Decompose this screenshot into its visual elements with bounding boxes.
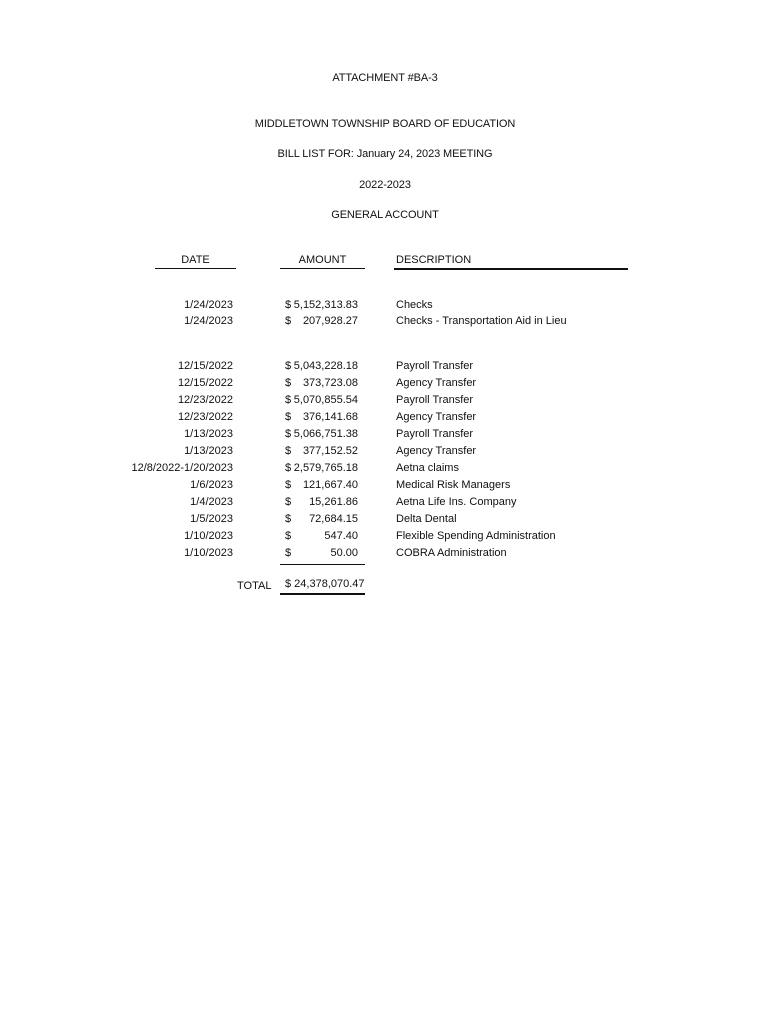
row-description: Agency Transfer (396, 377, 477, 389)
row-amount: 207,928.27 (302, 315, 358, 327)
row-dollar-sign: $ (285, 360, 292, 372)
row-dollar-sign: $ (285, 530, 292, 542)
row-description: Medical Risk Managers (396, 479, 511, 491)
row-amount: 2,579,765.18 (293, 462, 358, 474)
table-row (0, 360, 770, 376)
table-row (0, 445, 770, 461)
account-name: GENERAL ACCOUNT (331, 209, 439, 221)
column-header-amount: AMOUNT (298, 254, 347, 266)
row-date: 1/24/2023 (184, 315, 233, 327)
row-amount: 547.40 (324, 530, 358, 542)
row-description: Aetna Life Ins. Company (396, 496, 517, 508)
table-row (0, 547, 770, 563)
table-row (0, 496, 770, 512)
row-amount: 50.00 (330, 547, 358, 559)
row-amount: 5,066,751.38 (293, 428, 358, 440)
column-header-description: DESCRIPTION (396, 254, 472, 266)
column-header-date: DATE (181, 254, 210, 266)
table-row (0, 462, 770, 478)
table-row (0, 377, 770, 393)
row-dollar-sign: $ (285, 315, 292, 327)
row-description: Flexible Spending Administration (396, 530, 556, 542)
row-date: 1/5/2023 (190, 513, 233, 525)
table-row (0, 513, 770, 529)
table-row (0, 428, 770, 444)
row-description: Checks (396, 299, 433, 311)
row-amount: 376,141.68 (302, 411, 358, 423)
row-dollar-sign: $ (285, 462, 292, 474)
row-description: Aetna claims (396, 462, 459, 474)
row-description: Delta Dental (396, 513, 457, 525)
row-date: 1/10/2023 (184, 530, 233, 542)
row-description: Checks - Transportation Aid in Lieu (396, 315, 567, 327)
row-date: 1/13/2023 (184, 445, 233, 457)
row-amount: 5,152,313.83 (293, 299, 358, 311)
row-date: 12/23/2022 (177, 394, 233, 406)
bill-list-title: BILL LIST FOR: January 24, 2023 MEETING (277, 148, 493, 160)
row-dollar-sign: $ (285, 513, 292, 525)
row-date: 1/10/2023 (184, 547, 233, 559)
row-amount: 5,070,855.54 (293, 394, 358, 406)
row-date: 12/8/2022-1/20/2023 (131, 462, 233, 474)
row-dollar-sign: $ (285, 445, 292, 457)
row-amount: 377,152.52 (302, 445, 358, 457)
row-description: Payroll Transfer (396, 428, 474, 440)
description-header-underline (394, 268, 628, 270)
row-description: Agency Transfer (396, 411, 477, 423)
row-amount: 72,684.15 (309, 513, 358, 525)
table-row (0, 479, 770, 495)
total-value: $ 24,378,070.47 (285, 578, 365, 590)
row-date: 12/23/2022 (177, 411, 233, 423)
row-description: COBRA Administration (396, 547, 507, 559)
row-amount: 5,043,228.18 (293, 360, 358, 372)
row-amount: 121,667.40 (302, 479, 358, 491)
table-row (0, 315, 770, 331)
row-amount: 15,261.86 (309, 496, 358, 508)
total-label: TOTAL (237, 580, 272, 592)
row-date: 12/15/2022 (177, 377, 233, 389)
row-amount: 373,723.08 (302, 377, 358, 389)
row-dollar-sign: $ (285, 479, 292, 491)
table-row (0, 530, 770, 546)
organization-title: MIDDLETOWN TOWNSHIP BOARD OF EDUCATION (254, 118, 516, 130)
row-description: Payroll Transfer (396, 360, 474, 372)
total-double-underline (280, 593, 365, 595)
row-date: 1/6/2023 (190, 479, 233, 491)
row-dollar-sign: $ (285, 394, 292, 406)
row-dollar-sign: $ (285, 496, 292, 508)
row-description: Payroll Transfer (396, 394, 474, 406)
row-dollar-sign: $ (285, 547, 292, 559)
table-row (0, 394, 770, 410)
row-dollar-sign: $ (285, 428, 292, 440)
fiscal-year: 2022-2023 (359, 179, 411, 191)
row-date: 1/24/2023 (184, 299, 233, 311)
table-row (0, 299, 770, 315)
row-dollar-sign: $ (285, 299, 292, 311)
table-row (0, 411, 770, 427)
amount-header-underline (280, 268, 365, 269)
row-dollar-sign: $ (285, 411, 292, 423)
row-date: 1/13/2023 (184, 428, 233, 440)
date-header-underline (155, 268, 236, 269)
row-date: 1/4/2023 (190, 496, 233, 508)
total-top-rule (280, 564, 365, 565)
row-description: Agency Transfer (396, 445, 477, 457)
row-date: 12/15/2022 (177, 360, 233, 372)
row-dollar-sign: $ (285, 377, 292, 389)
attachment-label: ATTACHMENT #BA-3 (332, 72, 438, 84)
